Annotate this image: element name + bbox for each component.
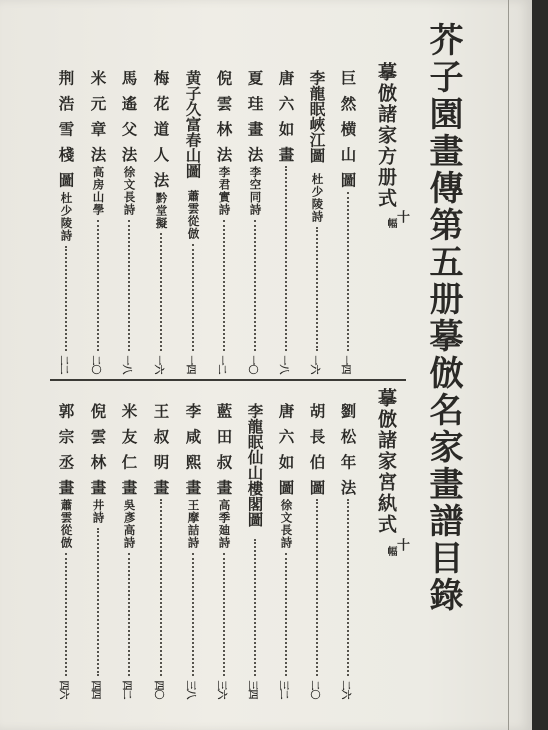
top-section-count-unit: 幅 bbox=[385, 218, 396, 228]
top-entry-page-number: 一六 bbox=[152, 355, 164, 374]
top-entry-author: 杜少陵詩 bbox=[310, 173, 325, 223]
top-entry-leader-dots bbox=[285, 166, 289, 351]
top-entry-author: 李君實詩 bbox=[217, 166, 232, 216]
bottom-entry-name: 藍田叔畫 bbox=[214, 403, 234, 505]
bottom-entry-author: 王摩詰詩 bbox=[186, 499, 201, 549]
bottom-entry-page-number: 四〇 bbox=[152, 680, 164, 699]
top-entry-page-number: 一二 bbox=[215, 355, 227, 374]
bottom-section-count-unit: 幅 bbox=[385, 546, 396, 556]
bottom-entry-page-number: 二六 bbox=[339, 680, 351, 699]
page-title: 芥子園畫傳第五册摹倣名家畫譜目錄 bbox=[423, 22, 463, 614]
bottom-entry-name: 李咸熙畫 bbox=[183, 403, 203, 505]
bottom-entry-page-number: 三四 bbox=[246, 680, 258, 699]
bottom-entry-page-number: 三二 bbox=[277, 680, 289, 699]
top-entry-author: 蕭雲從倣 bbox=[186, 189, 201, 240]
top-section-count bbox=[385, 210, 408, 228]
top-entry-leader-dots bbox=[97, 220, 101, 351]
top-entry-name: 唐六如畫 bbox=[276, 70, 296, 172]
bottom-section-count bbox=[385, 538, 408, 556]
bottom-entry-leader-dots bbox=[128, 553, 132, 676]
bottom-entry-author: 吳彥高詩 bbox=[122, 499, 137, 549]
top-entry-page-number: 一八 bbox=[277, 355, 289, 374]
top-entry-page-number: 二二 bbox=[57, 355, 69, 374]
top-entry-leader-dots bbox=[316, 227, 320, 351]
bottom-entry-page-number: 四四 bbox=[89, 680, 101, 699]
bottom-entry-page-number: 四二 bbox=[120, 680, 132, 699]
bottom-entry-page-number: 三八 bbox=[184, 680, 196, 699]
bottom-entry-leader-dots bbox=[192, 553, 196, 676]
bottom-entry-page-number: 三六 bbox=[215, 680, 227, 699]
top-entry-name: 米元章法 bbox=[88, 70, 108, 172]
top-entry-leader-dots bbox=[128, 220, 132, 351]
top-entry-name: 荆浩雪棧圖 bbox=[56, 70, 76, 198]
bottom-entry-author: 高季廸詩 bbox=[217, 499, 232, 549]
page-edge-rule bbox=[508, 0, 509, 730]
top-entry-page-number: 一八 bbox=[120, 355, 132, 374]
bottom-entry-page-number: 四六 bbox=[57, 680, 69, 699]
top-entry-page-number: 一四 bbox=[339, 355, 351, 374]
top-entry-page-number: 一〇 bbox=[246, 355, 258, 374]
top-entry-name: 夏珪畫法 bbox=[245, 70, 265, 172]
top-entry-name: 黄子久富春山圖 bbox=[183, 70, 203, 179]
bottom-entry-name: 王叔明畫 bbox=[151, 403, 171, 505]
top-section-heading: 摹倣諸家方册式 bbox=[375, 62, 397, 209]
top-entry-leader-dots bbox=[192, 244, 196, 352]
top-entry-page-number: 一六 bbox=[308, 355, 320, 374]
top-entry-author: 高房山學 bbox=[91, 166, 106, 216]
top-entry-name: 巨然横山圖 bbox=[338, 70, 358, 198]
bottom-entry-author: 井詩 bbox=[91, 499, 106, 524]
top-entry-name: 倪雲林法 bbox=[214, 70, 234, 172]
section-divider bbox=[50, 379, 406, 381]
bottom-entry-author: 蕭雲從倣 bbox=[59, 499, 74, 549]
bottom-entry-name: 郭宗丞畫 bbox=[56, 403, 76, 505]
bottom-entry-leader-dots bbox=[97, 528, 101, 676]
top-entry-leader-dots bbox=[347, 192, 351, 352]
bottom-entry-leader-dots bbox=[223, 553, 227, 676]
top-entry-author: 黔堂擬 bbox=[154, 191, 169, 229]
top-section-count-number: 十 bbox=[394, 210, 409, 223]
bottom-entry-leader-dots bbox=[347, 499, 351, 676]
bottom-section-count-number: 十 bbox=[394, 538, 409, 551]
bottom-entry-page-number: 二〇 bbox=[308, 680, 320, 699]
top-entry-leader-dots bbox=[223, 220, 227, 351]
bottom-entry-name: 劉松年法 bbox=[338, 403, 358, 505]
bottom-entry-name: 唐六如圖 bbox=[276, 403, 296, 505]
top-entry-name: 馬遙父法 bbox=[119, 70, 139, 172]
top-entry-page-number: 一四 bbox=[184, 355, 196, 374]
bottom-entry-name: 李龍眠仙山樓閣圖 bbox=[245, 403, 265, 527]
bottom-entry-author: 徐文長詩 bbox=[279, 499, 294, 549]
top-entry-leader-dots bbox=[254, 220, 258, 351]
top-entry-author: 李空同詩 bbox=[248, 166, 263, 216]
bottom-entry-name: 米友仁畫 bbox=[119, 403, 139, 505]
bottom-entry-name: 倪雲林畫 bbox=[88, 403, 108, 505]
bottom-entry-leader-dots bbox=[160, 499, 164, 676]
bottom-entry-leader-dots bbox=[254, 539, 258, 676]
top-entry-leader-dots bbox=[160, 233, 164, 351]
top-entry-author: 徐文長詩 bbox=[122, 166, 137, 216]
top-entry-leader-dots bbox=[65, 246, 69, 352]
bottom-entry-name: 胡長伯圖 bbox=[307, 403, 327, 505]
bottom-entry-leader-dots bbox=[65, 553, 69, 676]
top-entry-name: 梅花道人法 bbox=[151, 70, 171, 198]
top-entry-author: 杜少陵詩 bbox=[59, 191, 74, 242]
top-entry-name: 李龍眠峽江圖 bbox=[307, 70, 327, 163]
top-entry-page-number: 二〇 bbox=[89, 355, 101, 374]
bottom-section-heading: 摹倣諸家宮紈式 bbox=[375, 388, 397, 535]
bottom-entry-leader-dots bbox=[316, 499, 320, 676]
bottom-entry-leader-dots bbox=[285, 553, 289, 676]
